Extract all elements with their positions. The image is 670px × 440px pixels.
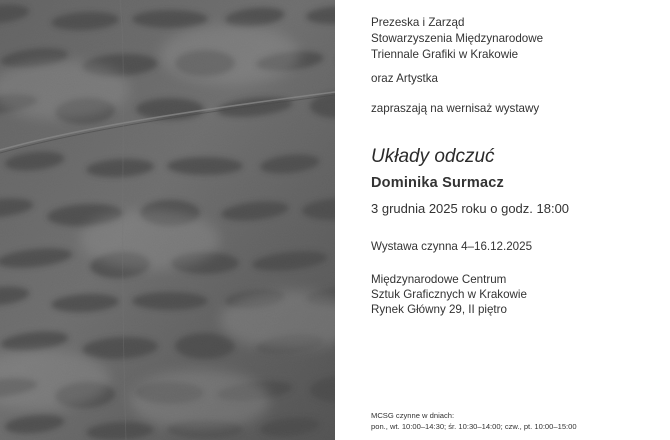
artist-name: Dominika Surmacz [371, 175, 504, 191]
exhibition-duration: Wystawa czynna 4–16.12.2025 [371, 240, 533, 253]
hours-label: MCSG czynne w dniach: [371, 411, 455, 420]
exhibition-title: Układy odczuć [371, 146, 495, 167]
invite-line: zapraszają na wernisaż wystawy [371, 102, 540, 115]
venue-line-3: Rynek Główny 29, II piętro [371, 303, 507, 316]
and-artist: oraz Artystka [371, 72, 439, 85]
opening-hours: pon., wt. 10:00–14:30; śr. 10:30–14:00; czw., pt. 10:00–15:00 [371, 422, 577, 431]
venue-line-2: Sztuk Graficznych w Krakowie [371, 288, 527, 301]
opening-date: 3 grudnia 2025 roku o godz. 18:00 [371, 201, 570, 216]
host-line-1: Prezeska i Zarząd [371, 16, 465, 29]
venue-line-1: Międzynarodowe Centrum [371, 273, 507, 286]
host-line-3: Triennale Grafiki w Krakowie [371, 48, 519, 61]
host-line-2: Stowarzyszenia Międzynarodowe [371, 32, 544, 45]
invitation-text [371, 0, 661, 440]
